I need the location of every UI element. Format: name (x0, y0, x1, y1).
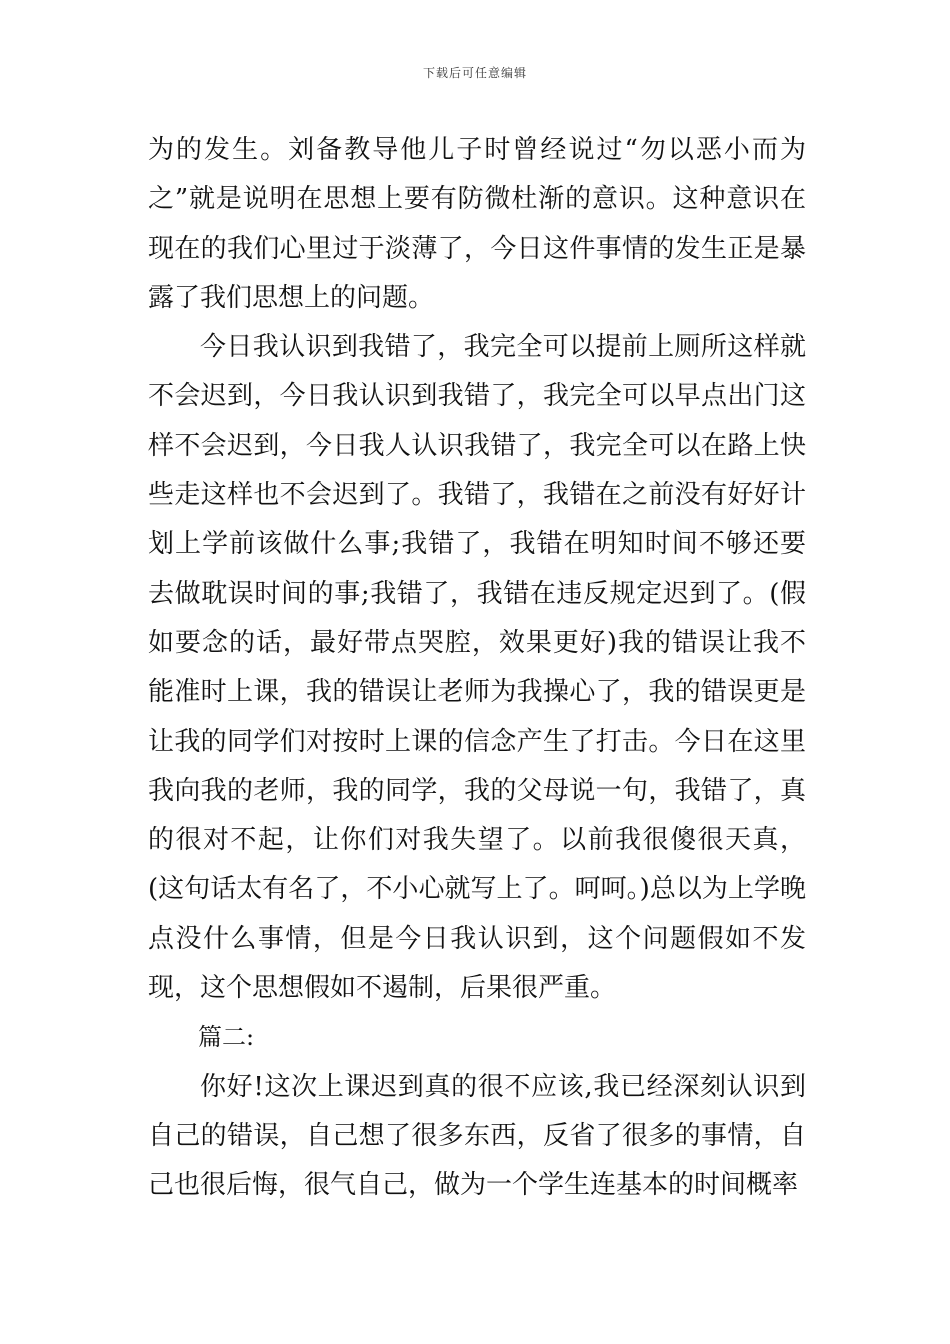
section-heading: 篇二: (198, 1023, 255, 1052)
paragraph-apology: 今日我认识到我错了，我完全可以提前上厕所这样就不会迟到，今日我认识到我错了，我完全可以早点出门这样不会迟到，今日我人认识我错了，我完全可以在路上快些走这样也不会迟到了。我错了，我错在之前没有好好计划上学前该做什么事;我错了，我错在明知时间不够还要去做耽误时间的事;我错了，我错在违反规定迟到了。(假如要念的话，最好带点哭腔，效果更好)我的错误让我不能准时上课，我的错误让老师为我操心了，我的错误更是让我的同学们对按时上课的信念产生了打击。今日在这里我向我的老师，我的同学，我的父母说一句，我错了，真的很对不起，让你们对我失望了。以前我很傻很天真，(这句话太有名了，不小心就写上了。呵呵。)总以为上学晚点没什么事情，但是今日我认识到，这个问题假如不发现，这个思想假如不遏制，后果很严重。 (148, 332, 806, 1004)
paragraph-continuation: 为的发生。刘备教导他儿子时曾经说过“勿以恶小而为之”就是说明在思想上要有防微杜渐的意识。这种意识在现在的我们心里过于淡薄了，今日这件事情的发生正是暴露了我们思想上的问题。 (148, 135, 806, 313)
page-header: 下载后可任意编辑 (422, 66, 527, 80)
document-body (148, 126, 806, 1211)
paragraph-section-two: 你好!这次上课迟到真的很不应该,我已经深刻认识到自己的错误，自己想了很多东西，反省了很多的事情，自己也很后悔，很气自己，做为一个学生连基本的时间概率 (148, 1071, 806, 1201)
